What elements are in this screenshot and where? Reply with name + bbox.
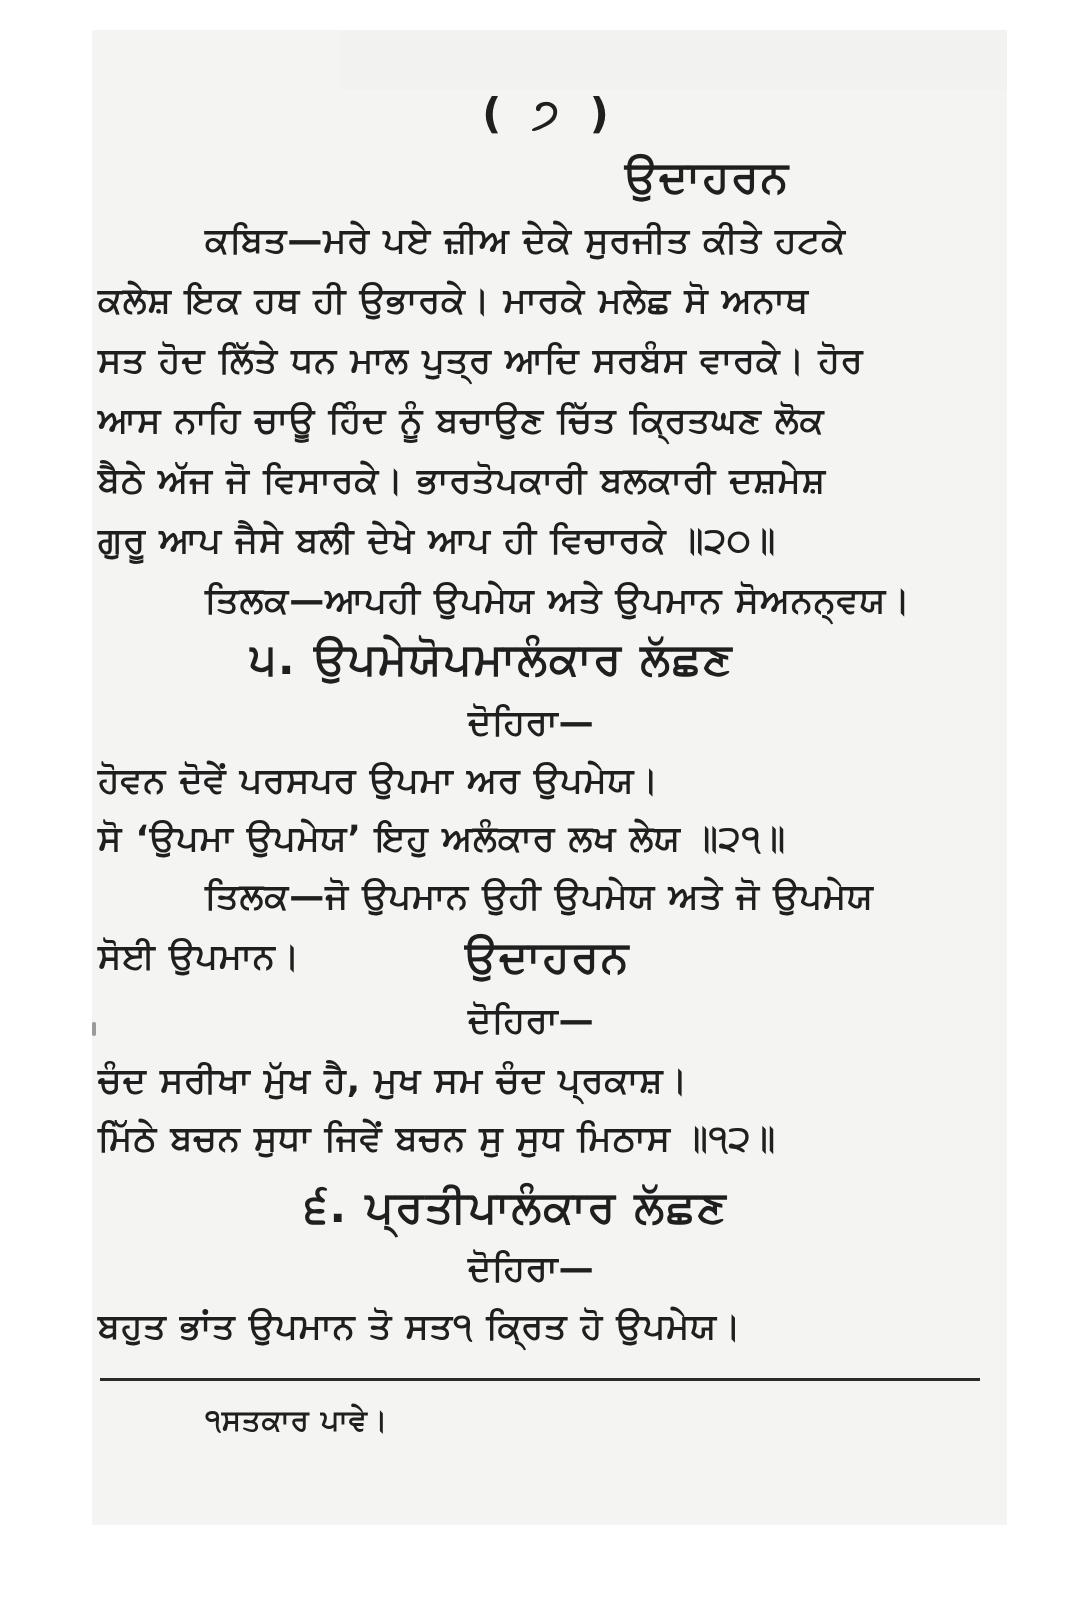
section-6-heading: ੬. ਪ੍ਰਤੀਪਾਲੰਕਾਰ ਲੱਛਣ [305, 1182, 728, 1233]
doha-2-line-2: ਮਿੱਠੇ ਬਚਨ ਸੁਧਾ ਜਿਵੇਂ ਬਚਨ ਸੁ ਸੁਧ ਮਿਠਾਸ ॥੧੨॥ [98, 1119, 777, 1159]
section-5-heading: ੫. ਉਪਮੇਯੋਪਮਾਲੰਕਾਰ ਲੱਛਣ [250, 634, 734, 685]
dohira-label-2: ਦੋਹਿਰਾ— [468, 1001, 595, 1041]
doha-1-line-2: ਸੋ ‘ਉਪਮਾ ਉਪਮੇਯ’ ਇਹੁ ਅਲੰਕਾਰ ਲਖ ਲੇਯ ॥੨੧॥ [98, 819, 787, 859]
heading-udaharan-1: ਉਦਾਹਰਨ [624, 152, 791, 203]
doha-3-line: ਬਹੁਤ ਭਾਂਤ ਉਪਮਾਨ ਤੋ ਸਤ੧ ਕ੍ਰਿਤ ਹੋ ਉਪਮੇਯ। [98, 1307, 742, 1347]
scan-speck [92, 1022, 96, 1036]
paper-top-shade [340, 30, 1007, 90]
kabit-line-1: ਕਬਿਤ—ਮਰੇ ਪਏ ਜ਼ੀਅ ਦੇਕੇ ਸੁਰਜੀਤ ਕੀਤੇ ਹਟਕੇ [205, 221, 846, 261]
doha-1-line-1: ਹੋਵਨ ਦੋਵੇਂ ਪਰਸਪਰ ਉਪਮਾ ਅਰ ਉਪਮੇਯ। [98, 761, 660, 801]
footnote-divider [100, 1378, 980, 1381]
kabit-line-6: ਗੁਰੂ ਆਪ ਜੈਸੇ ਬਲੀ ਦੇਖੇ ਆਪ ਹੀ ਵਿਚਾਰਕੇ ॥੨੦॥ [98, 521, 777, 561]
kabit-line-3: ਸਤ ਹੋਦ ਲਿੱਤੇ ਧਨ ਮਾਲ ਪੁਤ੍ਰ ਆਦਿ ਸਰਬੰਸ ਵਾਰਕੇ। ਹੋਰ [98, 341, 864, 381]
kabit-line-5: ਬੈਠੇ ਅੱਜ ਜੋ ਵਿਸਾਰਕੇ। ਭਾਰਤੋਪਕਾਰੀ ਬਲਕਾਰੀ ਦਸ਼ਮੇਸ਼ [98, 461, 827, 501]
page-number: ( ੭ ) [482, 89, 617, 138]
tilak-2-line-2: ਸੋਈ ਉਪਮਾਨ। [98, 937, 301, 977]
kabit-line-4: ਆਸ ਨਾਹਿ ਚਾਊ ਹਿੰਦ ਨੂੰ ਬਚਾਉਣ ਚਿੱਤ ਕ੍ਰਿਤਘਣ ਲੋਕ [98, 401, 825, 441]
tilak-2-line-1: ਤਿਲਕ—ਜੋ ਉਪਮਾਨ ਉਹੀ ਉਪਮੇਯ ਅਤੇ ਜੋ ਉਪਮੇਯ [205, 877, 874, 917]
footnote: ੧ਸਤਕਾਰ ਪਾਵੇ। [205, 1403, 389, 1437]
heading-udaharan-2: ਉਦਾਹਰਨ [465, 932, 631, 983]
dohira-label-3: ਦੋਹਿਰਾ— [468, 1249, 595, 1289]
dohira-label-1: ਦੋਹਿਰਾ— [468, 703, 595, 743]
tilak-1: ਤਿਲਕ—ਆਪਹੀ ਉਪਮੇਯ ਅਤੇ ਉਪਮਾਨ ਸੋਅਨਨ੍ਵਯ। [205, 581, 911, 621]
doha-2-line-1: ਚੰਦ ਸਰੀਖਾ ਮੁੱਖ ਹੈ, ਮੁਖ ਸਮ ਚੰਦ ਪ੍ਰਕਾਸ਼। [98, 1061, 689, 1101]
kabit-line-2: ਕਲੇਸ਼ ਇਕ ਹਥ ਹੀ ਉਭਾਰਕੇ। ਮਾਰਕੇ ਮਲੇਛ ਸੋ ਅਨਾਥ [98, 281, 809, 321]
